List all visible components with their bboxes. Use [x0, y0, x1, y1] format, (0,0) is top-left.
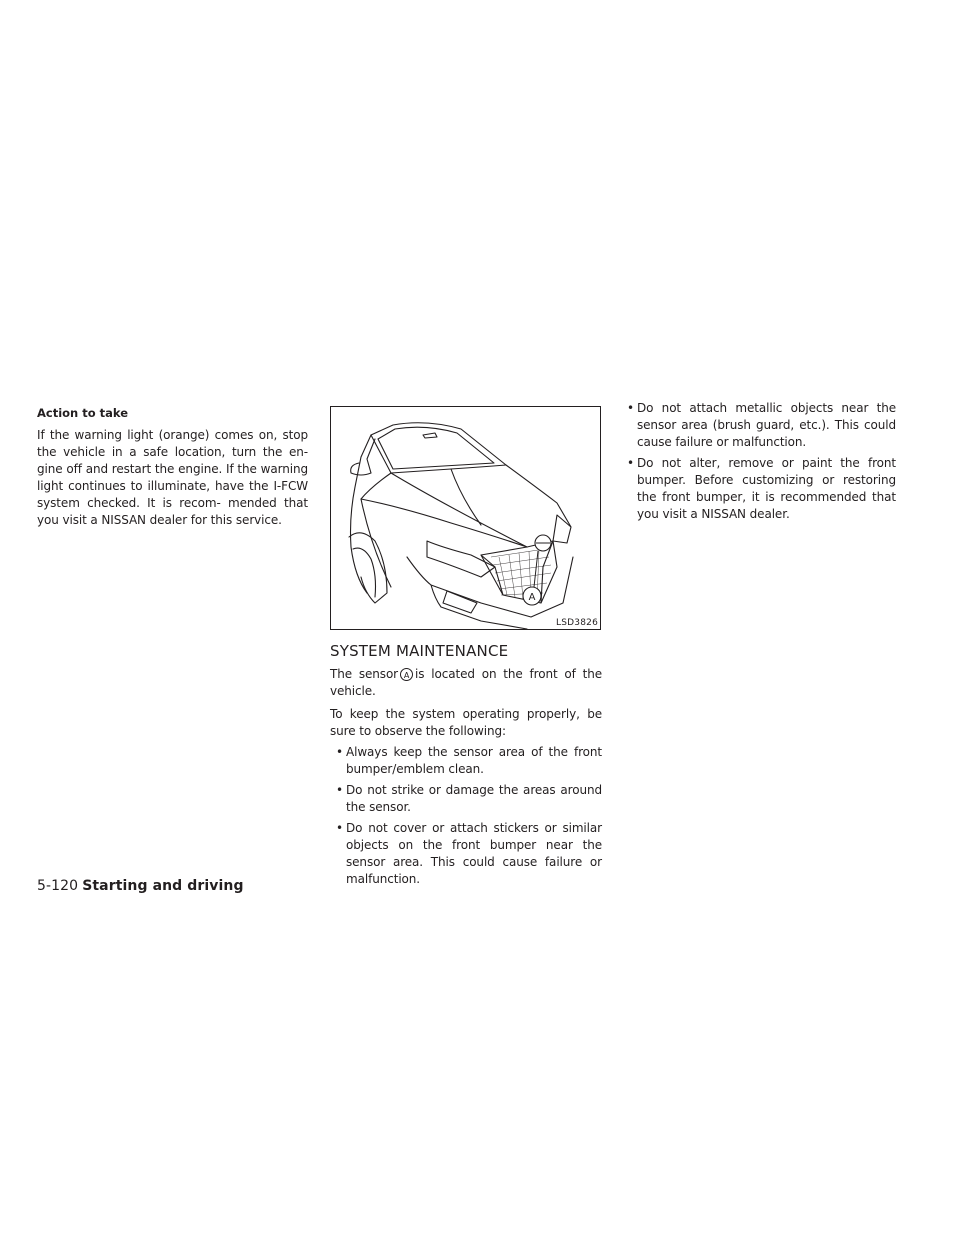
intro-paragraph: To keep the system operating properly, be sure to observe the following:	[330, 707, 602, 739]
bullet-icon: •	[627, 401, 634, 415]
bullet-icon: •	[336, 783, 343, 798]
sensor-location-paragraph	[330, 666, 602, 700]
sensor-callout: A	[400, 668, 413, 681]
page-number: 5-120	[37, 878, 79, 894]
vehicle-front-sensor-illustration	[331, 407, 600, 629]
action-heading: Action to take	[37, 406, 129, 420]
left-column	[37, 398, 308, 529]
figure-callout: A	[528, 592, 536, 603]
middle-column	[330, 398, 602, 888]
chapter-title: Starting and driving	[82, 878, 244, 894]
sensor-text-after: is located on the front of the vehicle.	[330, 667, 602, 699]
list-item: • Do not attach metallic objects near the sensor area (brush guard, etc.). This could cause failure or malfunction.	[627, 401, 896, 450]
right-column	[621, 398, 896, 523]
list-item: • Do not cover or attach stickers or similar objects on the front bumper near the sensor area. This could cause failure or malfunction.	[336, 821, 602, 887]
list-item: • Do not alter, remove or paint the front bumper. Before customizing or restoring the front bumper, it is recommended that you visit a NISSAN dealer.	[627, 456, 896, 522]
vehicle-figure	[330, 406, 601, 630]
bullet-icon: •	[336, 821, 343, 836]
bullet-icon: •	[336, 745, 343, 760]
bullet-icon: •	[627, 456, 634, 471]
figure-code: LSD3826	[556, 618, 598, 628]
right-bullet-list	[621, 400, 896, 523]
page-footer	[37, 878, 244, 894]
sensor-text-before: The sensor	[330, 667, 399, 681]
list-item: • Do not strike or damage the areas around the sensor.	[336, 783, 602, 815]
action-paragraph: If the warning light (orange) comes on, stop the vehicle in a safe location, turn the en- gine off and restart the engine. If the warning light continues to illuminate, have the I-FCW system checked. It is recom- mended that you visit a NISSAN dealer for this service.	[37, 427, 308, 528]
middle-bullet-list	[330, 744, 602, 888]
list-item: • Always keep the sensor area of the front bumper/emblem clean.	[336, 745, 602, 777]
section-title: SYSTEM MAINTENANCE	[330, 642, 509, 660]
